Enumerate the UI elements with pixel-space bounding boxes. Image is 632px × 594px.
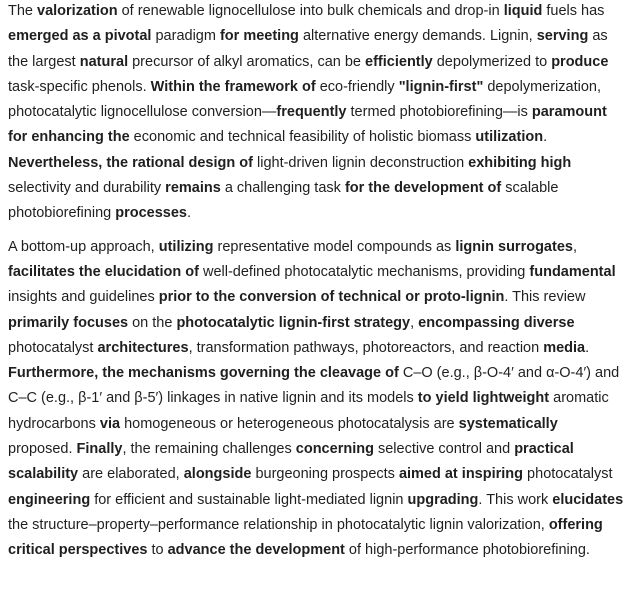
- text-run: the structure–property–performance relationship in photocatalytic lignin valorization,: [8, 516, 549, 533]
- bold-phrase: architectures: [97, 339, 189, 356]
- bold-phrase: facilitates the elucidation of: [8, 263, 199, 280]
- text-run: as the largest: [8, 28, 608, 70]
- bold-phrase: for meeting: [219, 28, 299, 45]
- text-run: alternative energy demands. Lignin,: [298, 28, 537, 45]
- text-run: representative model compounds as: [213, 238, 456, 255]
- text-run: on the: [128, 314, 177, 331]
- bold-phrase: liquid: [503, 3, 543, 19]
- bold-phrase: for the development of: [344, 180, 502, 197]
- text-run: .: [543, 129, 548, 146]
- text-run: aromatic hydrocarbons: [8, 390, 609, 432]
- bold-phrase: produce: [551, 53, 609, 70]
- text-run: precursor of alkyl aromatics, can be: [128, 53, 366, 70]
- text-run: ,: [410, 314, 419, 331]
- text-run: fuels has: [542, 3, 605, 19]
- bold-phrase: systematically: [458, 415, 558, 432]
- bold-phrase: Nevertheless, the rational design of: [8, 154, 253, 171]
- bold-phrase: emerged as a pivotal: [8, 28, 152, 45]
- bold-phrase: via: [99, 415, 121, 432]
- bold-phrase: to yield lightweight: [417, 390, 550, 407]
- text-run: to: [147, 542, 168, 559]
- bold-phrase: concerning: [295, 441, 374, 458]
- bold-phrase: alongside: [183, 466, 252, 483]
- text-run: A bottom-up approach,: [8, 238, 159, 255]
- text-run: are elaborated,: [78, 466, 184, 483]
- bold-phrase: utilization: [475, 129, 544, 146]
- bold-phrase: processes: [115, 205, 187, 222]
- text-run: proposed.: [8, 441, 77, 458]
- bold-phrase: lignin surrogates: [455, 238, 573, 255]
- text-run: C–O (e.g., β-O-4′ and α-O-4′) and C–C (e.g., β-1′ and β-5′) linkages in native lignin and its models: [8, 365, 620, 407]
- text-run: , the remaining challenges: [122, 441, 296, 458]
- bold-phrase: photocatalytic lignin-first strategy: [176, 314, 411, 331]
- text-run: paradigm: [151, 28, 220, 45]
- text-run: The: [8, 3, 38, 19]
- abstract-text: [8, 0, 626, 564]
- text-run: photocatalyst: [523, 466, 613, 483]
- bold-phrase: encompassing diverse: [418, 314, 575, 331]
- text-run: , transformation pathways, photoreactors, and reaction: [188, 339, 544, 356]
- bold-phrase: frequently: [276, 104, 347, 121]
- bold-phrase: offering critical perspectives: [8, 516, 603, 559]
- bold-phrase: advance the development: [167, 542, 345, 559]
- text-run: of renewable lignocellulose into bulk chemicals and drop-in: [117, 3, 504, 19]
- bold-phrase: Furthermore, the mechanisms governing the cleavage of: [8, 365, 399, 382]
- text-run: . This review: [504, 289, 586, 306]
- text-run: depolymerization, photocatalytic lignocellulose conversion—: [8, 78, 601, 121]
- bold-phrase: primarily focuses: [8, 314, 129, 331]
- bold-phrase: natural: [79, 53, 129, 70]
- bold-phrase: efficiently: [365, 53, 433, 70]
- bold-phrase: paramount for enhancing the: [8, 104, 607, 146]
- text-run: photocatalyst: [8, 339, 98, 356]
- text-run: for efficient and sustainable light-mediated lignin: [90, 491, 408, 508]
- text-run: ,: [572, 238, 577, 255]
- bold-phrase: Finally: [76, 441, 123, 458]
- text-run: light-driven lignin deconstruction: [252, 154, 469, 171]
- bold-phrase: fundamental: [529, 263, 616, 280]
- text-run: of high-performance photobiorefining.: [344, 542, 590, 559]
- bold-phrase: serving: [536, 28, 589, 45]
- text-run: .: [585, 339, 590, 356]
- text-run: insights and guidelines: [8, 289, 159, 306]
- bold-phrase: prior to the conversion of technical or proto-lignin: [158, 289, 505, 306]
- paragraph-1: [8, 0, 626, 227]
- text-run: .: [186, 205, 192, 222]
- text-run: a challenging task: [220, 180, 345, 197]
- bold-phrase: media: [543, 339, 586, 356]
- bold-phrase: utilizing: [158, 238, 214, 255]
- bold-phrase: aimed at inspiring: [398, 466, 524, 483]
- text-run: termed photobiorefining—is: [346, 104, 532, 121]
- paragraph-2: [8, 235, 626, 564]
- text-run: task-specific phenols.: [8, 78, 151, 95]
- bold-phrase: valorization: [37, 3, 118, 19]
- bold-phrase: Within the framework of: [150, 78, 316, 95]
- bold-phrase: remains: [165, 180, 221, 197]
- text-run: depolymerized to: [432, 53, 552, 70]
- text-run: . This work: [478, 491, 553, 508]
- bold-phrase: exhibiting high: [468, 154, 572, 171]
- bold-phrase: engineering: [8, 491, 91, 508]
- text-run: burgeoning prospects: [251, 466, 399, 483]
- bold-phrase: practical scalability: [8, 441, 574, 483]
- text-run: scalable photobiorefining: [8, 180, 559, 222]
- text-run: well-defined photocatalytic mechanisms, providing: [198, 263, 530, 280]
- bold-phrase: elucidates: [552, 491, 624, 508]
- bold-phrase: "lignin-first": [398, 78, 484, 95]
- bold-phrase: upgrading: [407, 491, 479, 508]
- text-run: selective control and: [373, 441, 515, 458]
- text-run: eco-friendly: [315, 78, 399, 95]
- text-run: selectivity and durability: [8, 180, 166, 197]
- text-run: economic and technical feasibility of holistic biomass: [129, 129, 476, 146]
- text-run: homogeneous or heterogeneous photocatalysis are: [120, 415, 459, 432]
